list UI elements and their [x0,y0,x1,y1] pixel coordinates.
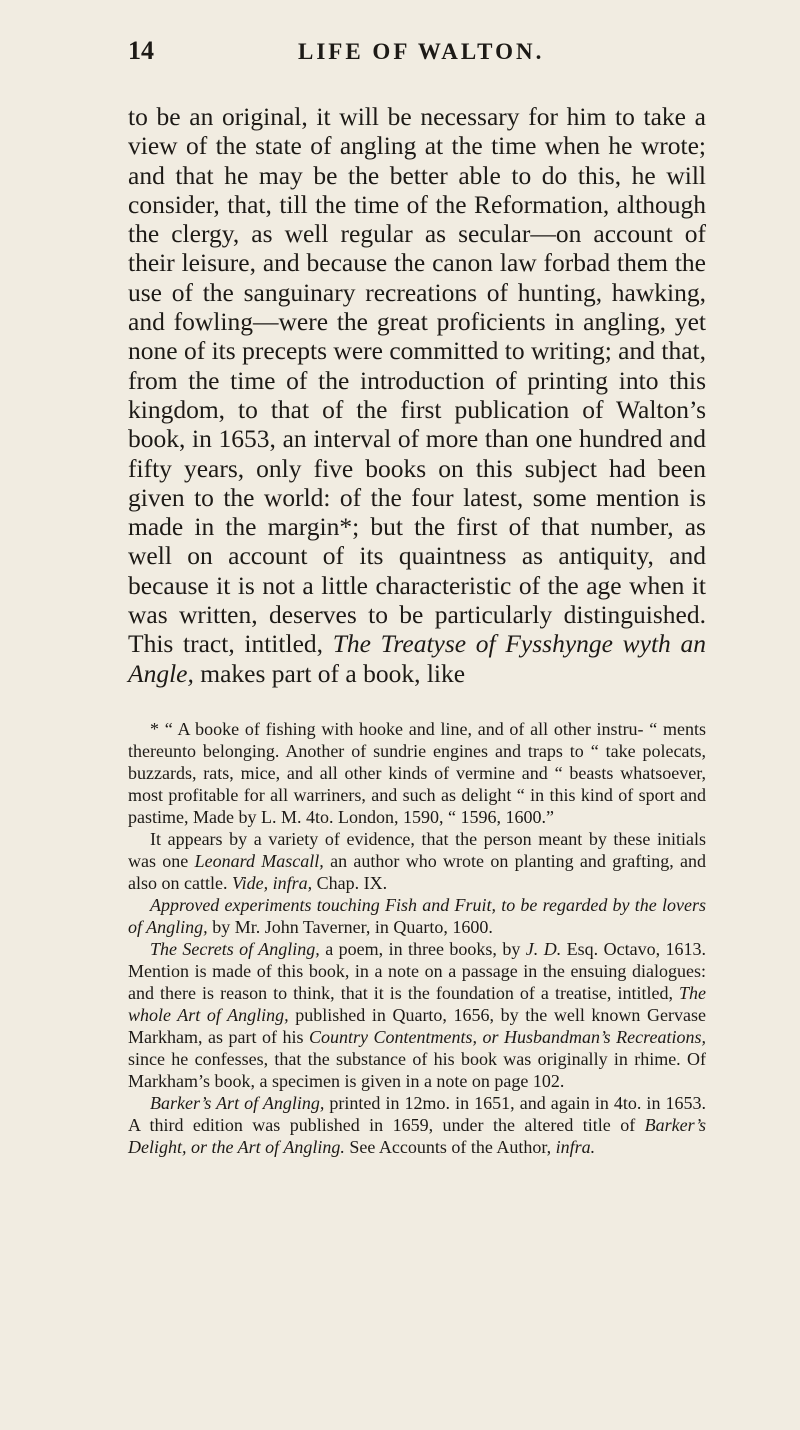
text-run: to be an original, it will be necessary for him to take a view of the state of angling at the time when he wrote; and that he may be the better able to do this, he will consider, that, till the time of the Reformation, although the clergy, as well regular as secular—on account of their leisure, and because the canon law forbad them the use of the sanguinary recreations of hunting, hawking, and fowling—were the great proficients in angling, yet none of its precepts were committed to writing; and that, from the time of the introduction of printing into this kingdom, to that of the first publication of Walton’s book, in 1653, an interval of more than one hundred and fifty years, only five books on this subject had been given to the world: of the four latest, some mention is made in the margin*; but the first of that number, as well on account of its quaintness as antiquity, and because it is not a little characteristic of the age when it was written, deserves to be particularly distinguished. This tract, intitled, [128,102,706,659]
italic-title: The Treatyse of Fysshynge wyth an Angle, [128,629,706,688]
footnote-text: * “ A booke of fishing with hooke and line, and of all other instru- “ ments thereunto belonging. Another of sundrie engines and traps to “ take polecats, buzzards, rats, mice, and all other kinds of vermine and “ beasts whatsoever, most profitable for all warriners, and such as delight “ in this kind of sport and pastime, Made by L. M. 4to. London, 1590, “ 1596, 1600.” [128,718,706,827]
main-text [128,102,706,688]
footnote-text: Chap. IX. [312,872,388,893]
footnote-text: printed in 12mo. in 1651, and again in 4to. in 1653. A third edition was published in 1659, under the altered title of [128,1092,706,1135]
footnote [128,1092,706,1158]
footnote [128,938,706,1092]
italic-ref: Vide, infra, [231,872,313,893]
footnote-text: a poem, in three books, by [319,938,526,959]
italic-title: The whole Art of Angling, [128,982,706,1025]
footnote [128,718,706,828]
italic-author: J. D. [525,938,562,959]
footnote-text: See Accounts of the Author, [344,1136,556,1157]
footnote [128,828,706,894]
italic-title: Barker’s Delight, or the Art of Angling. [128,1114,706,1157]
footnotes [128,718,706,1158]
text-run: makes part of a book, like [193,658,466,688]
footnote-text: published in Quarto, 1656, by the well known Gervase Markham, as part of his [128,1004,706,1047]
italic-title: Approved experiments touching Fish and Fruit, to be regarded by the lovers of Angling, [128,894,706,937]
footnote-text: an author who wrote on planting and grafting, and also on cattle. [128,850,707,893]
paragraph [128,102,706,688]
italic-name: Leonard Mascall, [194,850,324,871]
italic-title: The Secrets of Angling, [150,938,320,959]
footnote-text: since he confesses, that the substance of his book was originally in rhime. Of Markham’s book, a specimen is given in a note on page 102. [128,1048,706,1091]
running-head [128,36,706,76]
italic-title: Country Contentments, or Husbandman’s Recreations, [308,1026,706,1047]
italic-ref: infra. [555,1136,596,1157]
footnote-text: It appears by a variety of evidence, that the person meant by these initials was one [128,828,706,871]
italic-title: Barker’s Art of Angling, [150,1092,325,1113]
footnote [128,894,706,938]
footnote-text: by Mr. John Taverner, in Quarto, 1600. [207,916,493,937]
page-number: 14 [128,36,154,65]
footnote-text: Esq. Octavo, 1613. Mention is made of this book, in a note on a passage in the ensuing dialogues: and there is reason to think, that it is the foundation of a treatise, intitled, [128,938,706,1003]
running-title: LIFE OF WALTON. [298,39,545,64]
